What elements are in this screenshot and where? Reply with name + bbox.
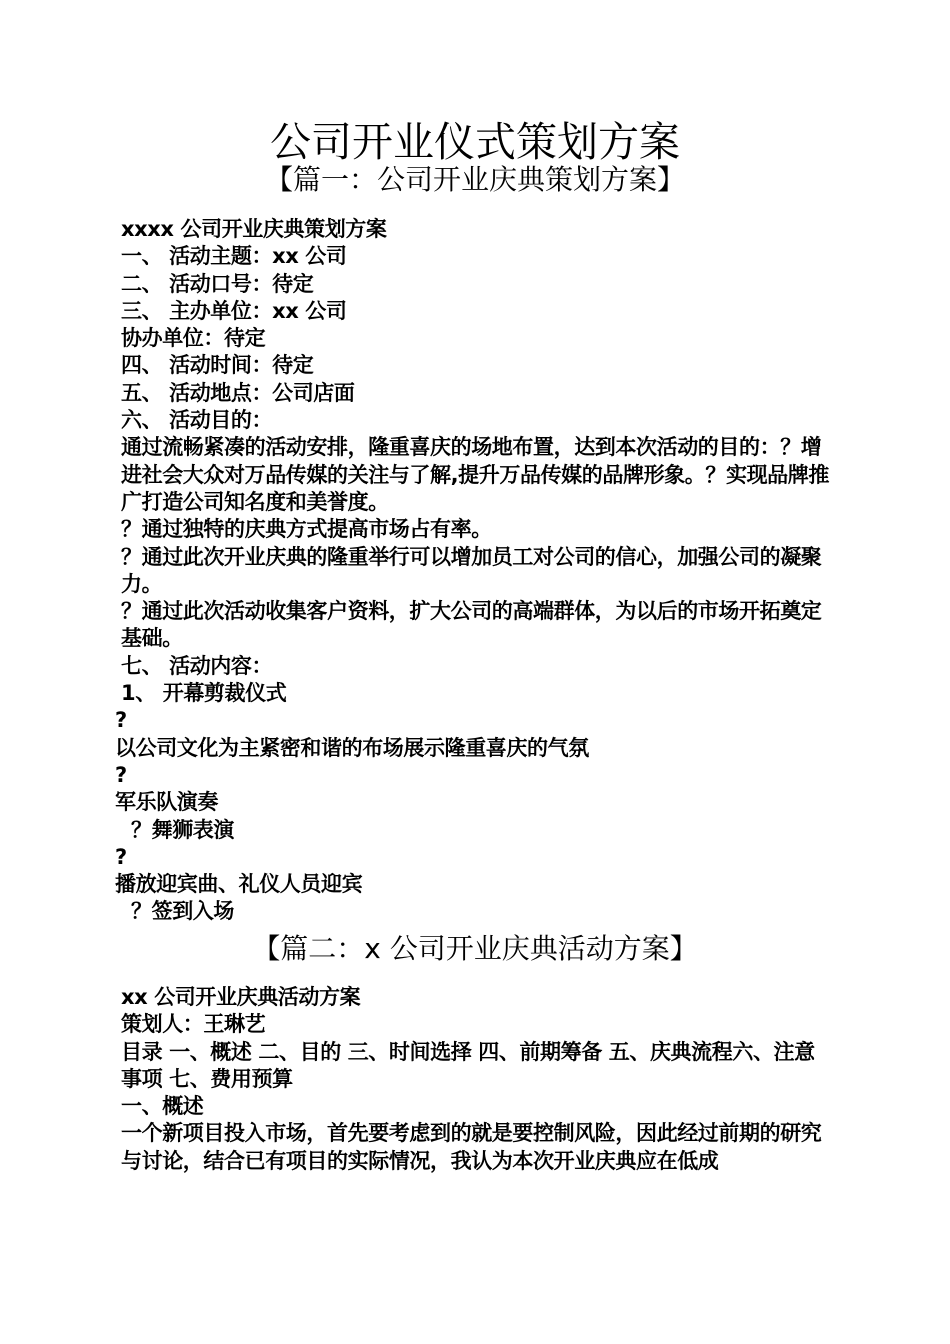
paragraph-line: ?	[115, 844, 127, 869]
paragraph-line: xxxx 公司开业庆典策划方案	[121, 217, 387, 241]
paragraph-line: 一个新项目投入市场，首先要考虑到的就是要控制风险，因此经过前期的研究	[121, 1121, 822, 1146]
paragraph-line: 协办单位：待定	[121, 326, 266, 351]
paragraph-line: 七、 活动内容：	[121, 653, 273, 678]
paragraph-line: ？通过此次活动收集客户资料，扩大公司的高端群体，为以后的市场开拓奠定基础。	[121, 599, 822, 651]
paragraph-line: 策划人：王琳艺	[121, 1012, 266, 1037]
paragraph-line: 播放迎宾曲、礼仪人员迎宾	[115, 872, 363, 897]
paragraph-line: xx 公司开业庆典活动方案	[121, 985, 361, 1009]
paragraph-line: 五、 活动地点：公司店面	[121, 380, 355, 405]
paragraph-line: 六、 活动目的：	[121, 408, 273, 433]
paragraph-line: 通过流畅紧凑的活动安排，隆重喜庆的场地布置，达到本次活动的目的：？增进社会大众对万品传媒的关注与了解,提升万品传媒的品牌形象。？实现品牌推广打造公司知名度和美誉度。	[121, 435, 829, 514]
section-heading-2: 【篇二：x 公司开业庆典活动方案】	[252, 932, 698, 965]
section-heading-1: 【篇一：公司开业庆典策划方案】	[264, 163, 685, 196]
document-title: 公司开业仪式策划方案	[270, 118, 680, 166]
section-2-body	[115, 984, 835, 1175]
paragraph-line: 以公司文化为主紧密和谐的布场展示隆重喜庆的气氛	[115, 735, 589, 760]
paragraph-line: 一、概述	[121, 1094, 204, 1119]
paragraph-line: 三、 主办单位：xx 公司	[121, 298, 347, 323]
paragraph-line: ？通过独特的庆典方式提高市场占有率。	[121, 517, 492, 542]
paragraph-line: 一、 活动主题：xx 公司	[121, 244, 347, 269]
paragraph-line: ？签到入场	[131, 899, 234, 924]
paragraph-line: 军乐队演奏	[115, 790, 218, 815]
paragraph-line: ?	[115, 762, 127, 787]
paragraph-line: 1、 开幕剪裁仪式	[121, 681, 287, 706]
paragraph-line: 与讨论，结合已有项目的实际情况，我认为本次开业庆典应在低成	[121, 1148, 719, 1173]
paragraph-line: ？舞狮表演	[131, 817, 234, 842]
paragraph-line: 二、 活动口号：待定	[121, 271, 314, 296]
section-1-body	[115, 216, 835, 926]
paragraph-line: 四、 活动时间：待定	[121, 353, 314, 378]
paragraph-line: ?	[115, 708, 127, 733]
paragraph-line: ？通过此次开业庆典的隆重举行可以增加员工对公司的信心，加强公司的凝聚力。	[121, 544, 822, 596]
paragraph-line: 目录 一、概述 二、目的 三、时间选择 四、前期筹备 五、庆典流程六、注意事项 七、费用预算	[121, 1039, 815, 1091]
